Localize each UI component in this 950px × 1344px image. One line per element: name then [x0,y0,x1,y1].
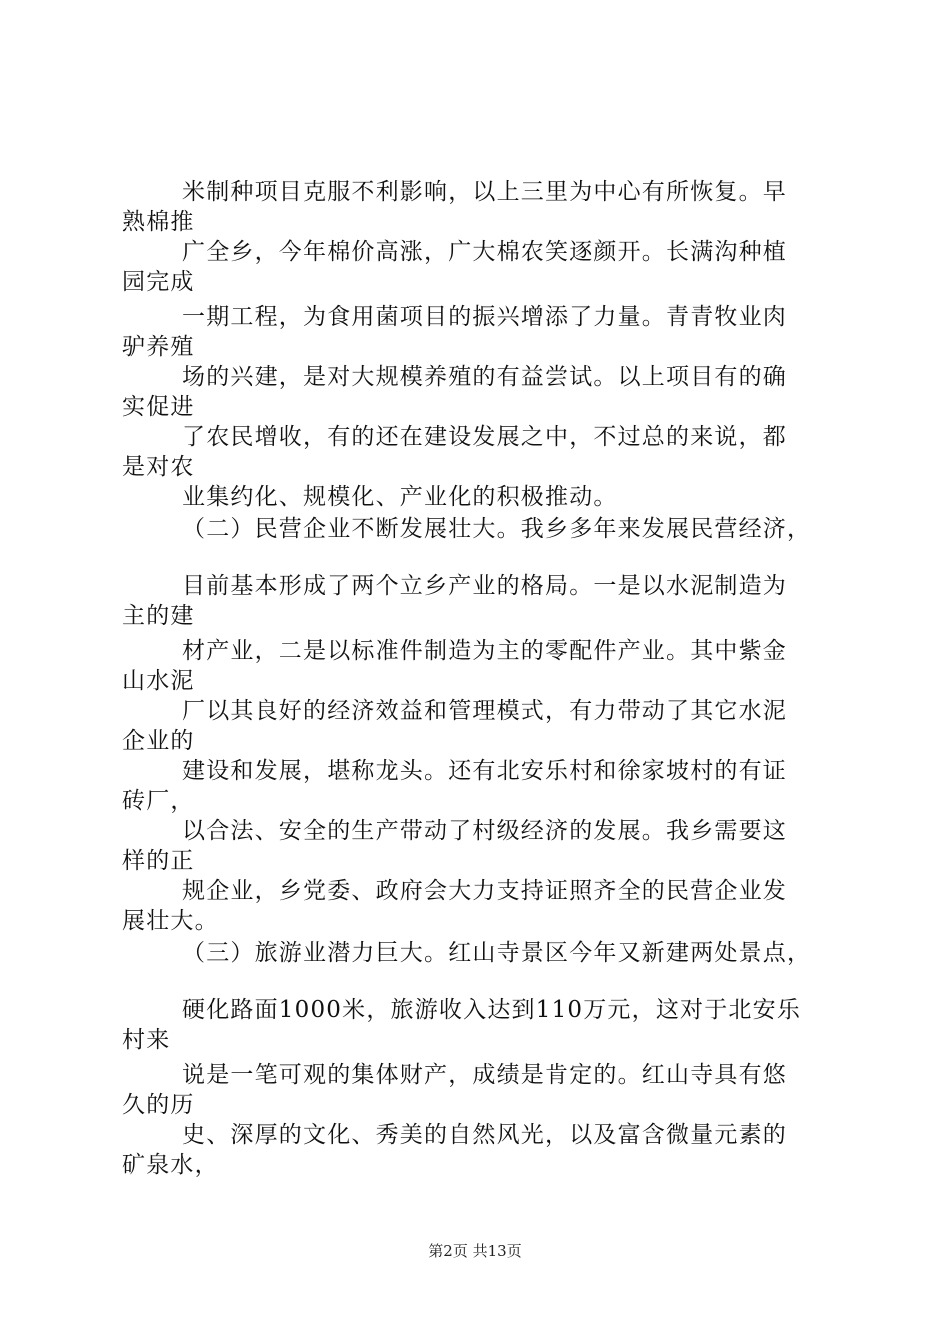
text-line: 园完成 [122,269,195,295]
text-line: 村来 [122,1027,171,1053]
text-line: 史、深厚的文化、秀美的自然风光，以及富含微量元素的 [182,1122,787,1148]
text-line: 山水泥 [122,668,195,694]
text-line: 一期工程，为食用菌项目的振兴增添了力量。青青牧业肉 [182,304,787,330]
text-line: 场的兴建，是对大规模养殖的有益尝试。以上项目有的确 [182,364,787,390]
text-line: 主的建 [122,603,195,629]
text-line: 砖厂， [122,788,195,814]
text-line: 样的正 [122,848,195,874]
text-line: 硬化路面1000米，旅游收入达到110万元，这对于北安乐 [182,997,802,1023]
text-line: 熟棉推 [122,209,195,235]
text-line: 驴养殖 [122,334,195,360]
text-line: 以合法、安全的生产带动了村级经济的发展。我乡需要这 [182,818,787,844]
text-line: 实促进 [122,394,195,420]
page-footer: 第2页 共13页 [428,1242,522,1260]
text-line: 材产业，二是以标准件制造为主的零配件产业。其中紫金 [182,638,787,664]
text-line: 企业的 [122,728,195,754]
text-line: 说是一笔可观的集体财产，成绩是肯定的。红山寺具有悠 [182,1062,787,1088]
text-line: 米制种项目克服不利影响，以上三里为中心有所恢复。早 [182,179,787,205]
text-line: 厂以其良好的经济效益和管理模式，有力带动了其它水泥 [182,698,787,724]
text-line: 矿泉水， [122,1152,219,1178]
text-line: 展壮大。 [122,908,219,934]
text-line: 建设和发展，堪称龙头。还有北安乐村和徐家坡村的有证 [182,758,787,784]
section-heading-line: （三）旅游业潜力巨大。红山寺景区今年又新建两处景点， [182,940,812,966]
text-line: 了农民增收，有的还在建设发展之中，不过总的来说，都 [182,424,787,450]
section-heading-line: （二）民营企业不断发展壮大。我乡多年来发展民营经济， [182,516,812,542]
text-line: 久的历 [122,1092,195,1118]
text-line: 规企业，乡党委、政府会大力支持证照齐全的民营企业发 [182,878,787,904]
text-line: 是对农 [122,454,195,480]
text-line: 广全乡，今年棉价高涨，广大棉农笑逐颜开。长满沟种植 [182,239,787,265]
text-line: 目前基本形成了两个立乡产业的格局。一是以水泥制造为 [182,573,787,599]
text-line: 业集约化、规模化、产业化的积极推动。 [182,484,618,510]
